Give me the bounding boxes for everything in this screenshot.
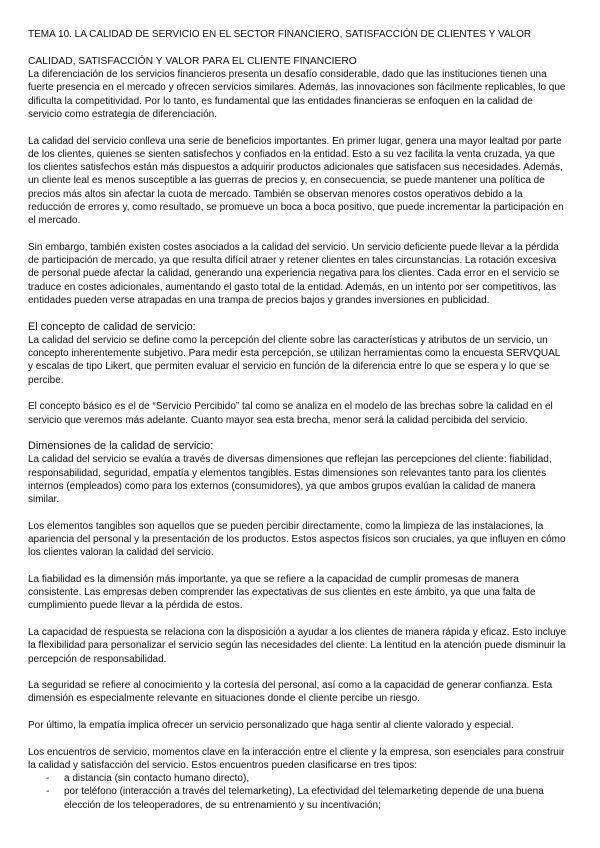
- paragraph-perceived-service: [28, 400, 572, 427]
- text-line: por teléfono (interacción a través del telemarketing), La efectividad del telemarketing depende de una buena: [64, 786, 544, 798]
- text-line: un cliente leal es menos susceptible a las guerras de precios y, en consecuencia, se puede mantener una política de: [28, 175, 545, 187]
- paragraph-definition: [28, 334, 572, 387]
- list-item: [28, 772, 572, 785]
- encounter-types-list: [28, 772, 572, 812]
- text-line: La diferenciación de los servicios financieros presenta un desafío considerable, dado que las instituciones tienen una: [28, 69, 547, 81]
- text-line: Los elementos tangibles son aquellos que se pueden percibir directamente, como la limpieza de las instalaciones, la: [28, 520, 544, 532]
- paragraph-service-encounters: [28, 746, 572, 773]
- text-line: de personal puede afectar la calidad, generando una experiencia negativa para los clientes. Cada error en el servicio se: [28, 268, 560, 280]
- text-line: el mercado.: [28, 215, 81, 227]
- paragraph-reliability: [28, 573, 572, 613]
- text-line: responsabilidad, seguridad, empatía y elementos tangibles. Estas dimensiones son relevantes tanto para los clientes: [28, 467, 547, 479]
- text-line: elección de los teleoperadores, de su entrenamiento y su incentivación;: [64, 799, 381, 811]
- text-line: servicio que veremos más adelante. Cuanto mayor sea esta brecha, menor será la calidad percibida del servicio.: [28, 414, 528, 426]
- paragraph-costs: [28, 241, 572, 307]
- paragraph-responsiveness: [28, 626, 572, 666]
- text-line: La seguridad se refiere al conocimiento y la cortesía del personal, así como a la capacidad de generar confianza. Esta: [28, 680, 553, 692]
- text-line: los clientes satisfechos están más dispuestos a adquirir productos adicionales que satisfacen sus necesidades. Además,: [28, 162, 563, 174]
- text-line: de los clientes, quienes se sienten satisfechos y confiados en la entidad. Esto a su vez facilita la venta cruzada, ya que: [28, 148, 555, 160]
- text-line: consistente. Las empresas deben comprender las expectativas de sus clientes en este ámbito, ya que una falta de: [28, 587, 536, 599]
- list-item: [28, 785, 572, 812]
- section-heading: CALIDAD, SATISFACCIÓN Y VALOR PARA EL CLIENTE FINANCIERO: [28, 55, 357, 67]
- paragraph-differentiation: [28, 68, 572, 121]
- text-line: servicio como estrategia de diferenciación.: [28, 109, 217, 121]
- text-line: precios más altos sin afectar la cuota de mercado. También se observan menores costos operativos debido a la: [28, 188, 523, 200]
- text-line: Por último, la empatía implica ofrecer un servicio personalizado que haga sentir al cliente valorado y especial.: [28, 719, 514, 731]
- text-line: de participación de mercado, ya que resulta difícil atraer y retener clientes en tales circunstancias. La rotación excesiva: [28, 255, 557, 267]
- paragraph-assurance: [28, 679, 572, 706]
- subheading-dimensions: Dimensiones de la calidad de servicio:: [28, 440, 214, 453]
- paragraph-dimensions-overview: [28, 453, 572, 506]
- text-line: percepción de responsabilidad.: [28, 653, 167, 665]
- text-line: traduce en costes adicionales, aumentando el gasto total de la entidad. Además, en un intento por ser competitivos, las: [28, 281, 557, 293]
- document-title: TEMA 10. LA CALIDAD DE SERVICIO EN EL SECTOR FINANCIERO, SATISFACCIÓN DE CLIENTES Y VALOR: [28, 29, 532, 41]
- text-line: El concepto básico es el de “Servicio Percibido” tal como se analiza en el modelo de las brechas sobre la calidad en el: [28, 401, 553, 413]
- text-line: reducción de errores y, como resultado, se promueve un boca a boca positivo, que puede incrementar la participación en: [28, 202, 564, 213]
- text-line: La calidad del servicio se evalúa a través de diversas dimensiones que reflejan las percepciones del cliente: fiabilidad,: [28, 454, 552, 466]
- text-line: La calidad del servicio se define como la percepción del cliente sobre las características y atributos de un servicio, un: [28, 334, 548, 346]
- text-line: La calidad del servicio conlleva una serie de beneficios importantes. En primer lugar, genera una mayor lealtad por parte: [28, 135, 562, 147]
- bullet-dash: -: [46, 773, 50, 785]
- text-line: La fiabilidad es la dimensión más importante, ya que se refiere a la capacidad de cumplir promesas de manera: [28, 573, 519, 585]
- text-line: La capacidad de respuesta se relaciona con la disposición a ayudar a los clientes de manera rápida y eficaz. Esto incluye: [28, 627, 567, 638]
- text-line: percibe.: [28, 374, 64, 386]
- text-line: los clientes valoran la calidad del servicio.: [28, 547, 214, 559]
- subheading-concept: El concepto de calidad de servicio:: [28, 320, 196, 333]
- text-line: a distancia (sin contacto humano directo),: [64, 773, 250, 785]
- paragraph-benefits: [28, 135, 572, 228]
- paragraph-tangibles: [28, 520, 572, 560]
- text-line: apariencia del personal y la presentación de los productos. Estos aspectos físicos son cruciales, ya que influyen en cómo: [28, 534, 566, 546]
- text-line: entidades pueden verse atrapadas en una trampa de precios bajos y grandes inversiones en publicidad.: [28, 294, 490, 306]
- text-line: concepto inherentemente subjetivo. Para medir esta percepción, se utilizan herramientas como la encuesta SERVQUAL: [28, 348, 561, 360]
- text-line: internos (empleados) como para los externos (consumidores), ya que ambos grupos evalúan la calidad de manera: [28, 480, 536, 492]
- bullet-dash: -: [46, 786, 50, 798]
- text-line: Los encuentros de servicio, momentos clave en la interacción entre el cliente y la empresa, son esenciales para construir: [28, 746, 565, 758]
- paragraph-empathy: [28, 719, 572, 732]
- text-line: Sin embargo, también existen costes asociados a la calidad del servicio. Un servicio deficiente puede llevar a la pérdida: [28, 241, 559, 253]
- text-line: fuerte presencia en el mercado y ofrecen servicios similares. Además, las innovaciones son fácilmente replicables, lo que: [28, 82, 566, 94]
- text-line: cumplimiento puede llevar a la pérdida de estos.: [28, 600, 243, 612]
- text-line: dificulta la competitividad. Por lo tanto, es fundamental que las entidades financieras se enfoquen en la calidad de: [28, 95, 533, 107]
- text-line: similar.: [28, 494, 60, 506]
- text-line: y escalas de tipo Likert, que permiten evaluar el servicio en función de la diferencia entre lo que se espera y lo que se: [28, 361, 550, 373]
- text-line: dimensión es especialmente relevante en situaciones donde el cliente percibe un riesgo.: [28, 693, 420, 705]
- text-line: la flexibilidad para personalizar el servicio según las necesidades del cliente. La lentitud en la atención puede disminuir la: [28, 640, 566, 652]
- text-line: la calidad y satisfacción del servicio. Estos encuentros pueden clasificarse en tres tipos:: [28, 759, 418, 771]
